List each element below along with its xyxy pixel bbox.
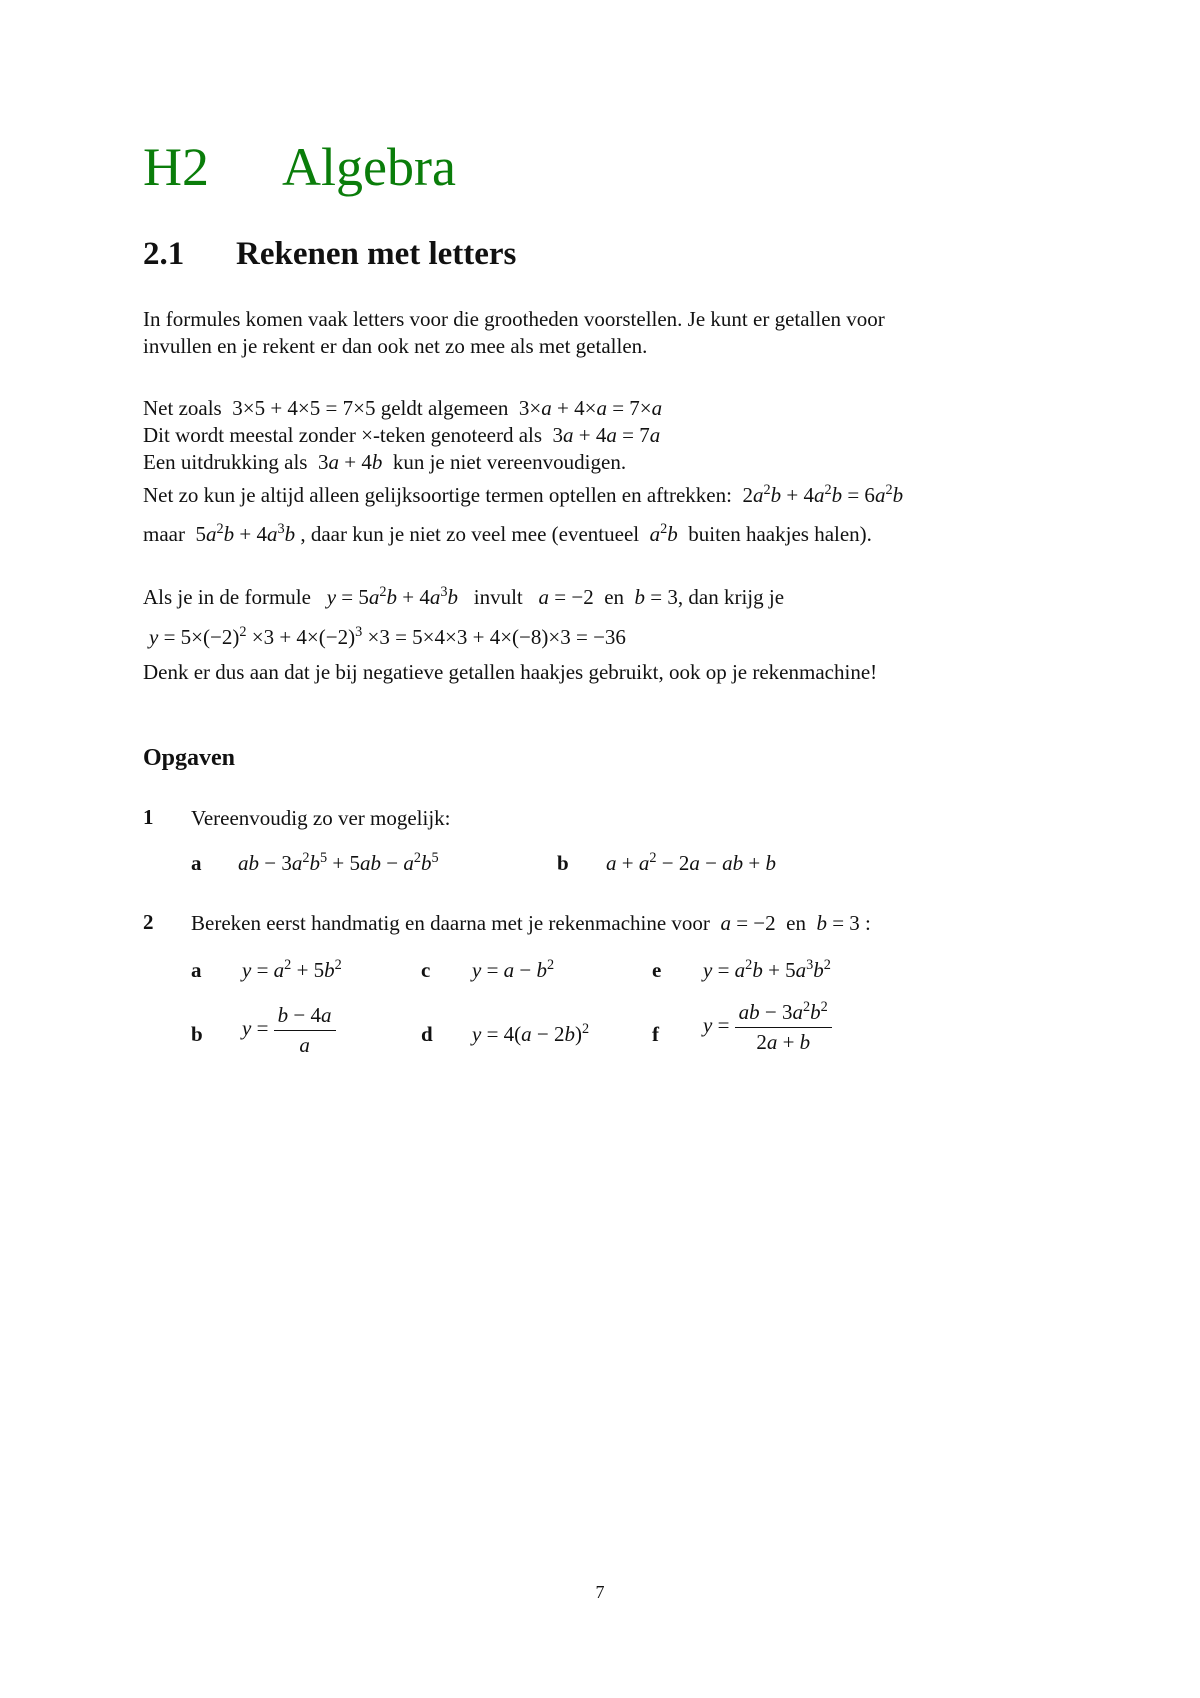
rule-text: maar (143, 522, 185, 546)
intro-line-1: In formules komen vaak letters voor die grootheden voorstellen. Je kunt er getallen voor (143, 307, 885, 331)
exercise-1a-expression: ab − $3a^2b^5 + 5ab - a^2b^5$ (238, 850, 439, 875)
exercise-1-prompt: Vereenvoudig zo ver mogelijk: (191, 806, 451, 830)
formula: a = −2 (538, 585, 599, 609)
exercise-2a-label: a (191, 958, 202, 982)
exercise-2f-label: f (652, 1022, 659, 1046)
chapter-number: H2 (143, 137, 209, 197)
formula: 3a + 4a = 7a (547, 423, 661, 447)
formula: $y = 5\times(-2)^2 \times 3 + 4\times(-2)^3 \times 3 = 5\times 4\times 3 + 4\times(-8)\times 3 = -36$ (149, 624, 626, 649)
rule-text: Net zo kun je altijd alleen gelijksoortige termen optellen en aftrekken: (143, 483, 732, 507)
exercise-2a-expression: $y = a^2 + 5b^2$ (242, 957, 342, 982)
rule-text: kun je niet vereenvoudigen. (392, 450, 627, 474)
formula: $y = 5a^2b + 4a^3b$ (326, 584, 459, 609)
rule-text: Een uitdrukking als (143, 450, 308, 474)
exercise-2b-label: b (191, 1022, 203, 1046)
exercise-1-number: 1 (143, 805, 154, 829)
exercise-2c-label: c (421, 958, 431, 982)
example-text: invult (473, 585, 523, 609)
chapter-title: Algebra (282, 137, 456, 197)
example-text: en (604, 585, 625, 609)
rule-text: geldt algemeen (380, 396, 509, 420)
exercises-heading: Opgaven (143, 745, 236, 771)
section-number: 2.1 (143, 236, 185, 272)
exercise-2c-expression: $y = a - b^2$ (472, 957, 555, 982)
exercise-2d-label: d (421, 1022, 433, 1046)
formula: $2a^2b + 4a^2b = 6a^2b$ (737, 482, 904, 507)
example-text: , dan krijg je (677, 585, 785, 609)
exercise-1a-label: a (191, 851, 202, 875)
fraction: $\frac{b - 4a}{a}$ (274, 1003, 336, 1058)
formula: b = 3 (634, 585, 678, 609)
exercise-text: en (786, 911, 806, 935)
rule-line-1 (143, 395, 662, 421)
fraction: $\frac{ab - 3a^2b^2}{2a + b}$ (735, 1000, 832, 1055)
example-line-3: Denk er dus aan dat je bij negatieve getallen haakjes gebruikt, ook op je rekenmachine! (143, 660, 878, 684)
example-line-1 (143, 584, 784, 610)
section-title: Rekenen met letters (236, 236, 517, 272)
formula: b = 3 : (816, 911, 871, 935)
rule-text: Dit wordt meestal zonder ×-teken genoteerd als (143, 423, 543, 447)
chapter-heading (143, 137, 456, 197)
formula: $a^2b$ (649, 521, 678, 546)
rule-text: buiten haakjes halen). (688, 522, 872, 546)
formula: a = −2 (720, 911, 781, 935)
formula: 3a + 4b (312, 450, 383, 474)
exercise-2-prompt (191, 910, 871, 936)
intro-line-2: invullen en je rekent er dan ook net zo mee als met getallen. (143, 334, 648, 358)
exercise-text: Bereken eerst handmatig en daarna met je rekenmachine voor (191, 911, 710, 935)
formula: 3×5 + 4×5 = 7×5 (226, 396, 376, 420)
section-heading (143, 238, 516, 271)
exercise-2e-expression: $y = a^2b + 5a^3b^2$ (703, 957, 831, 982)
rule-line-4 (143, 482, 903, 508)
rule-line-3 (143, 449, 626, 475)
rule-text: , daar kun je niet zo veel mee (eventueel (300, 522, 640, 546)
exercise-2f-expression: y = $\frac{ab - 3a^2b^2}{2a + b}$ (703, 1000, 832, 1055)
example-line-2 (149, 624, 626, 650)
page-number: 7 (595, 1582, 605, 1602)
exercise-2e-label: e (652, 958, 662, 982)
example-text: Als je in de formule (143, 585, 311, 609)
exercise-2b-expression: y = $\frac{b - 4a}{a}$ (242, 1003, 336, 1058)
exercise-2-number: 2 (143, 910, 154, 934)
formula: $5a^2b + 4a^3b$ (190, 521, 296, 546)
exercise-1b-label: b (557, 851, 569, 875)
rule-line-2 (143, 422, 660, 448)
rule-line-5 (143, 521, 872, 547)
rule-text: Net zoals (143, 396, 222, 420)
formula: 3×a + 4×a = 7×a (513, 396, 663, 420)
exercise-2d-expression: $y = 4(a - 2b)^2$ (472, 1021, 590, 1046)
exercise-1b-expression: $a + a^2 - 2a$ − ab + b (606, 850, 777, 875)
